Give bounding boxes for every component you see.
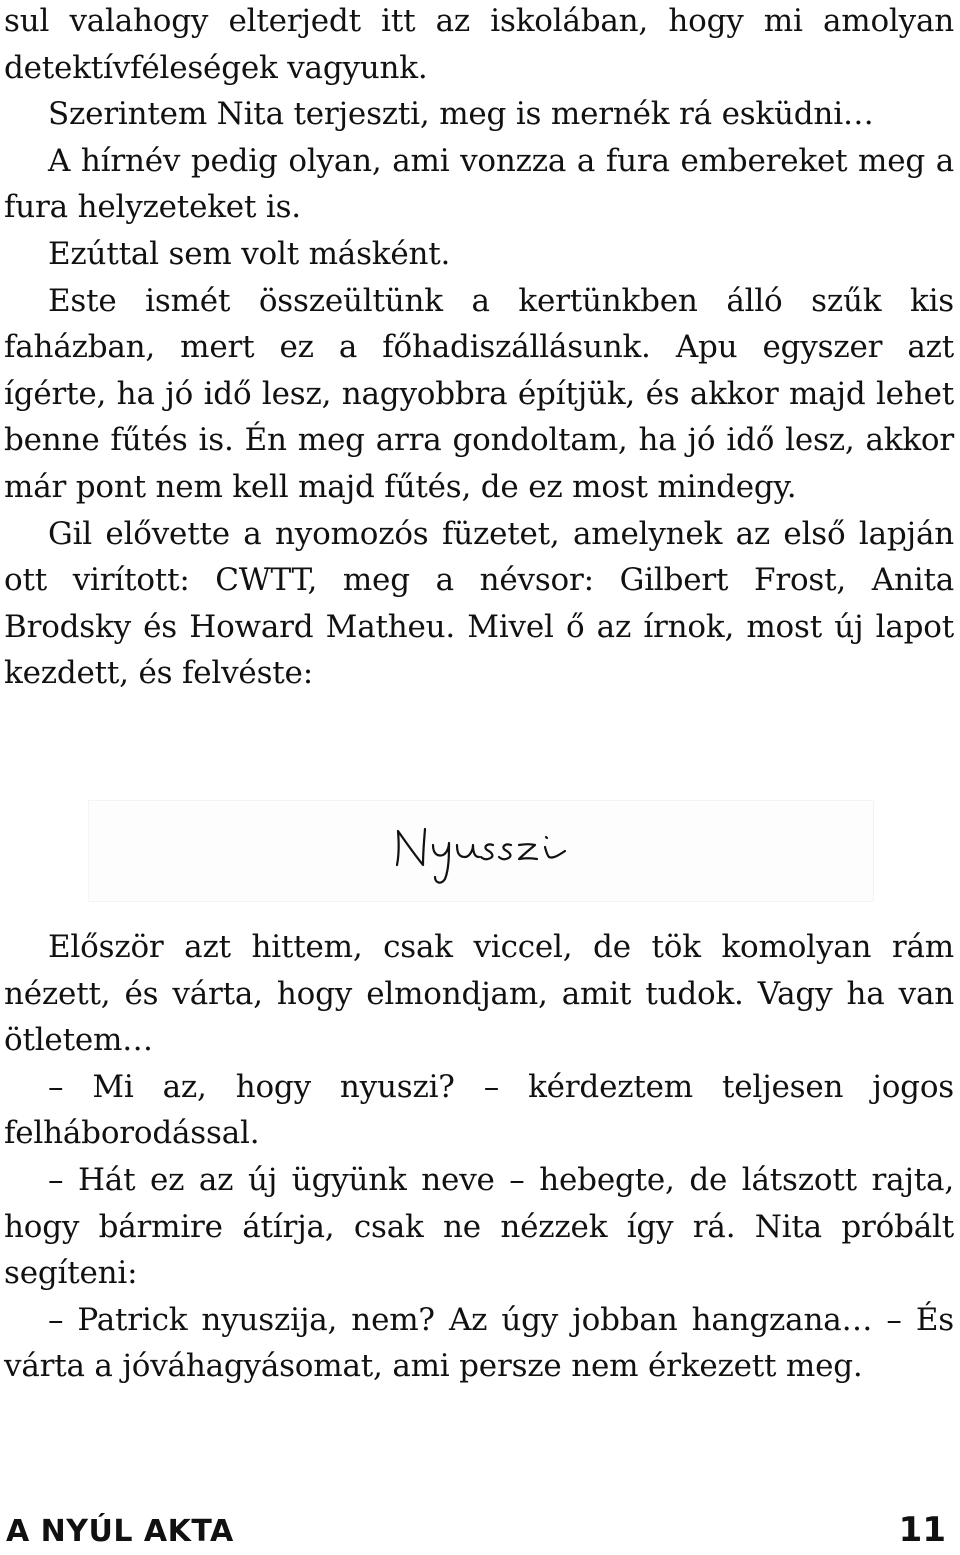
footer-page-number: 11 <box>898 1510 946 1550</box>
paragraph: Este ismét összeültünk a kertünkben álló szűk kis faházban, mert ez a főhadiszállásunk. Apu egyszer azt ígérte, ha jó idő lesz, nagyobbra építjük, és akkor majd lehet benne fűtés is. Én meg arra gondoltam, ha jó idő lesz, akkor már pont nem kell majd fűtés, de ez most mindegy. <box>4 282 954 505</box>
paragraph: Először azt hittem, csak viccel, de tök komolyan rám nézett, és várta, hogy elmondjam, amit tudok. Vagy ha van ötletem… <box>4 929 954 1059</box>
paragraph: Szerintem Nita terjeszti, meg is mernék rá esküdni… <box>48 96 874 133</box>
body-text-top <box>4 0 954 697</box>
paragraph: – Mi az, hogy nyuszi? – kérdeztem teljesen jogos felháborodással. <box>4 1068 954 1152</box>
paragraph: A hírnév pedig olyan, ami vonzza a fura embereket meg a fura helyzeteket is. <box>4 142 954 226</box>
paragraph: Ezúttal sem volt másként. <box>48 235 451 272</box>
handwriting-nyuszi-image <box>389 819 589 889</box>
footer-book-title: A NYÚL AKTA <box>6 1514 234 1549</box>
handwritten-note <box>88 800 874 902</box>
paragraph: – Patrick nyuszija, nem? Az úgy jobban hangzana… – És várta a jóváhagyásomat, ami persze nem érkezett meg. <box>4 1301 954 1385</box>
paragraph: Gil elővette a nyomozós füzetet, amelynek az első lapján ott virított: CWTT, meg a névsor: Gilbert Frost, Anita Brodsky és Howard Matheu. Mivel ő az írnok, most új lapot kezdett, és felvéste: <box>4 515 954 692</box>
body-text-bottom <box>4 924 954 1390</box>
paragraph: sul valahogy elterjedt itt az iskolában, hogy mi amolyan detektívféleségek vagyunk. <box>4 3 954 86</box>
paragraph: – Hát ez az új ügyünk neve – hebegte, de látszott rajta, hogy bármire átírja, csak ne nézzek így rá. Nita próbált segíteni: <box>4 1161 954 1292</box>
